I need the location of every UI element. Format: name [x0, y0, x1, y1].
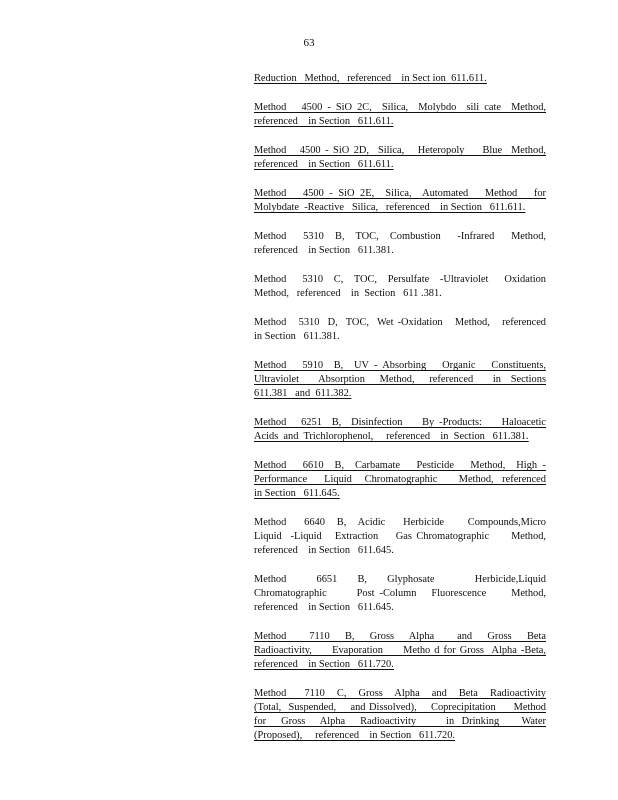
reference-entry-line: Ultraviolet Absorption Method, referenced in Sections	[254, 374, 546, 385]
reference-entry-line: Performance Liquid Chromatographic Method, referenced	[254, 474, 546, 485]
reference-entry-line: (Proposed), referenced in Section 611.720.	[254, 730, 456, 741]
reference-entry	[254, 416, 546, 444]
reference-entry-line: in Section 611.645.	[254, 488, 340, 499]
reference-entry-line: referenced in Section 611.381.	[254, 245, 394, 256]
reference-entry	[254, 72, 546, 86]
reference-entry-line: Method 6251 B, Disinfection By -Products: Haloacetic	[254, 417, 546, 428]
reference-entry	[254, 101, 546, 129]
reference-entry-line: referenced in Section 611.611.	[254, 159, 394, 170]
reference-entry-line: Radioactivity, Evaporation Metho d for Gross Alpha -Beta,	[254, 645, 546, 656]
reference-entry-line: Method 4500 - SiO 2E, Silica, Automated Method for	[254, 188, 546, 199]
reference-entry-line: Method 5310 D, TOC, Wet -Oxidation Method, referenced	[254, 317, 546, 328]
reference-entry-line: Method 7110 C, Gross Alpha and Beta Radioactivity	[254, 688, 546, 699]
reference-entry-line: Method 4500 - SiO 2C, Silica, Molybdo sili cate Method,	[254, 102, 546, 113]
reference-entry-line: Method 7110 B, Gross Alpha and Gross Beta	[254, 631, 546, 642]
reference-entry-line: Liquid -Liquid Extraction Gas Chromatographic Method,	[254, 531, 546, 542]
reference-entry	[254, 359, 546, 401]
reference-entry-line: Chromatographic Post -Column Fluorescence Method,	[254, 588, 546, 599]
reference-entry-line: for Gross Alpha Radioactivity in Drinking Water	[254, 716, 546, 727]
reference-entry-line: Method 6651 B, Glyphosate Herbicide,Liquid	[254, 574, 546, 585]
reference-entry-line: in Section 611.381.	[254, 331, 340, 342]
reference-entry-line: referenced in Section 611.720.	[254, 659, 394, 670]
reference-entry-line: Method 6640 B, Acidic Herbicide Compounds,Micro	[254, 517, 546, 528]
reference-entry	[254, 573, 546, 615]
reference-entry-line: Method 5310 C, TOC, Persulfate -Ultraviolet Oxidation	[254, 274, 546, 285]
reference-entry-line: referenced in Section 611.611.	[254, 116, 394, 127]
reference-entry-line: referenced in Section 611.645.	[254, 545, 394, 556]
reference-entry-line: Method 4500 - SiO 2D, Silica, Heteropoly Blue Method,	[254, 145, 546, 156]
reference-entry-line: referenced in Section 611.645.	[254, 602, 394, 613]
reference-entry-line: Method 5310 B, TOC, Combustion -Infrared Method,	[254, 231, 546, 242]
reference-entry	[254, 187, 546, 215]
reference-entry-line: Acids and Trichlorophenol, referenced in Section 611.381.	[254, 431, 529, 442]
reference-entry	[254, 273, 546, 301]
reference-entry	[254, 316, 546, 344]
reference-entry	[254, 230, 546, 258]
reference-entry	[254, 144, 546, 172]
reference-entry-line: Method 6610 B, Carbamate Pesticide Method, High -	[254, 460, 546, 471]
reference-entry	[254, 687, 546, 743]
page-number: 63	[303, 37, 315, 49]
reference-entry	[254, 630, 546, 672]
reference-entry	[254, 459, 546, 501]
reference-entry-line: Molybdate -Reactive Silica, referenced in Section 611.611.	[254, 202, 526, 213]
reference-entry-line: (Total, Suspended, and Dissolved), Coprecipitation Method	[254, 702, 546, 713]
reference-entry	[254, 516, 546, 558]
reference-entry-line: 611.381 and 611.382.	[254, 388, 352, 399]
reference-entry-line: Method, referenced in Section 611 .381.	[254, 288, 442, 299]
document-body	[254, 72, 546, 758]
reference-entry-line: Method 5910 B, UV - Absorbing Organic Constituents,	[254, 360, 546, 371]
reference-entry-line: Reduction Method, referenced in Sect ion 611.611.	[254, 73, 487, 84]
